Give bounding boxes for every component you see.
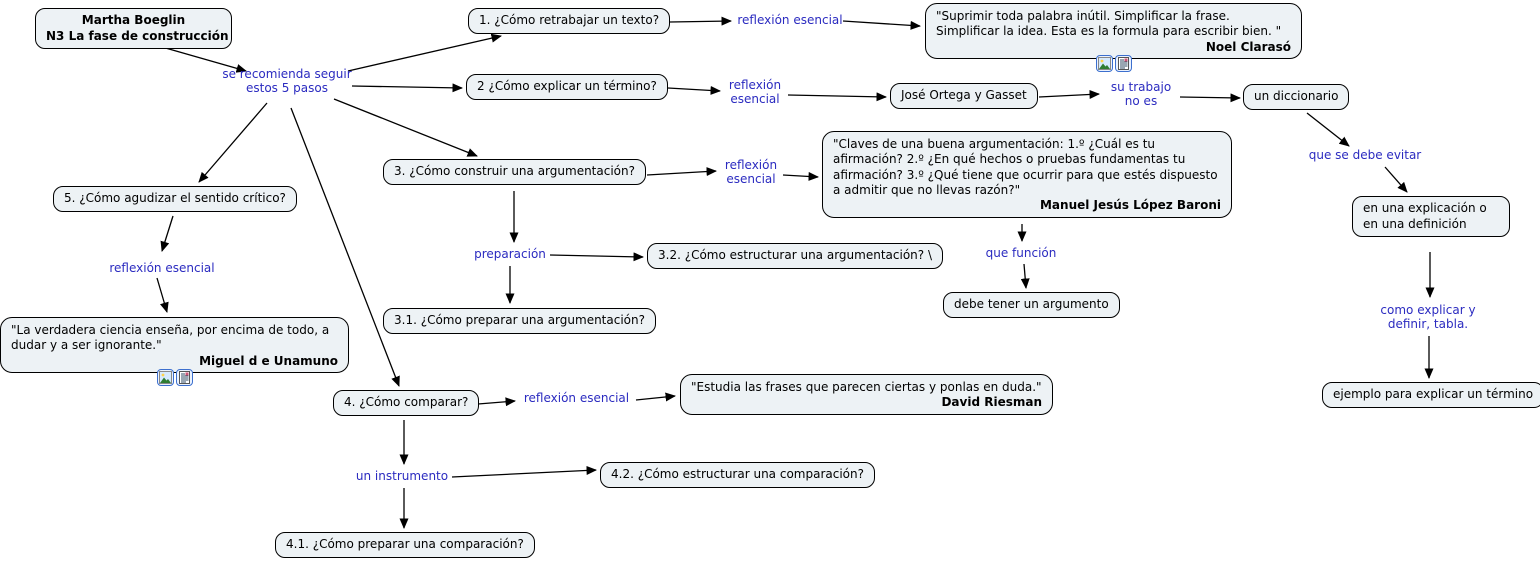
quote-text: "La verdadera ciencia enseña, por encima de todo, a dudar y a ser ignorante." [11,323,330,353]
title-line-1: Martha Boeglin [81,13,186,27]
quote-author: Miguel d e Unamuno [199,353,338,368]
node-explicacion[interactable]: en una explicación o en una definición [1352,196,1510,237]
node-q4[interactable]: 4. ¿Cómo comparar? [333,390,479,416]
node-jose-ortega[interactable]: José Ortega y Gasset [890,83,1038,109]
link-reflexion-esencial-4[interactable]: reflexión esencial [109,261,215,275]
quote-author: David Riesman [941,395,1042,410]
node-q5[interactable]: 5. ¿Cómo agudizar el sentido crítico? [53,186,297,212]
quote-text: "Suprimir toda palabra inútil. Simplificar la frase. Simplificar la idea. Esta es la formula para escribir bien. " [936,9,1282,39]
node-q2[interactable]: 2 ¿Cómo explicar un término? [466,74,668,100]
node-ejemplo[interactable]: ejemplo para explicar un término [1322,382,1540,408]
link-reflexion-esencial-5[interactable]: reflexión esencial [523,391,630,405]
node-q1[interactable]: 1. ¿Cómo retrabajar un texto? [468,8,670,34]
quote-author: Noel Clarasó [1205,39,1291,54]
node-quote-riesman[interactable] [680,374,1053,415]
document-resource-icon[interactable] [1115,55,1132,72]
link-hub[interactable]: se recomienda seguir estos 5 pasos [222,67,352,96]
link-como-explicar-definir[interactable]: como explicar y definir, tabla. [1380,303,1476,332]
node-q32[interactable]: 3.2. ¿Cómo estructurar una argumentación? \ [647,243,943,269]
node-q41[interactable]: 4.1. ¿Cómo preparar una comparación? [275,532,535,558]
node-argumento[interactable]: debe tener un argumento [943,292,1120,318]
link-reflexion-esencial-1[interactable]: reflexión esencial [737,13,843,27]
link-preparacion[interactable]: preparación [474,247,546,261]
quote-author: Manuel Jesús López Baroni [1039,198,1221,213]
document-resource-icon[interactable] [176,369,193,386]
image-resource-icon[interactable] [157,369,174,386]
node-q42[interactable]: 4.2. ¿Cómo estructurar una comparación? [600,462,875,488]
image-resource-icon[interactable] [1096,55,1113,72]
link-un-instrumento[interactable]: un instrumento [355,469,449,483]
link-reflexion-esencial-3[interactable]: reflexión esencial [724,158,778,187]
node-q31[interactable]: 3.1. ¿Cómo preparar una argumentación? [383,308,656,334]
quote-text: "Estudia las frases que parecen ciertas y ponlas en duda." [691,380,1042,394]
title-line-2: N3 La fase de construcción [46,28,229,43]
node-quote-manuel[interactable] [822,131,1232,218]
quote-text: "Claves de una buena argumentación: 1.º ¿Cuál es tu afirmación? 2.º ¿En qué hechos o pruebas fundamentas tu afirmación? 3.º ¿Qué tiene que ocurrir para que estés dispuesto a admitir que no llevas razón?" [833,137,1218,198]
node-diccionario[interactable]: un diccionario [1243,84,1349,110]
node-quote-noel[interactable] [925,3,1302,59]
link-que-se-debe-evitar[interactable]: que se debe evitar [1308,148,1422,162]
link-reflexion-esencial-2[interactable]: reflexión esencial [728,78,782,107]
node-title[interactable] [35,8,232,49]
node-quote-unamuno[interactable] [0,317,349,373]
link-su-trabajo-no-es[interactable]: su trabajo no es [1110,80,1172,109]
node-q3[interactable]: 3. ¿Cómo construir una argumentación? [383,159,646,185]
link-que-funcion[interactable]: que función [985,246,1057,260]
